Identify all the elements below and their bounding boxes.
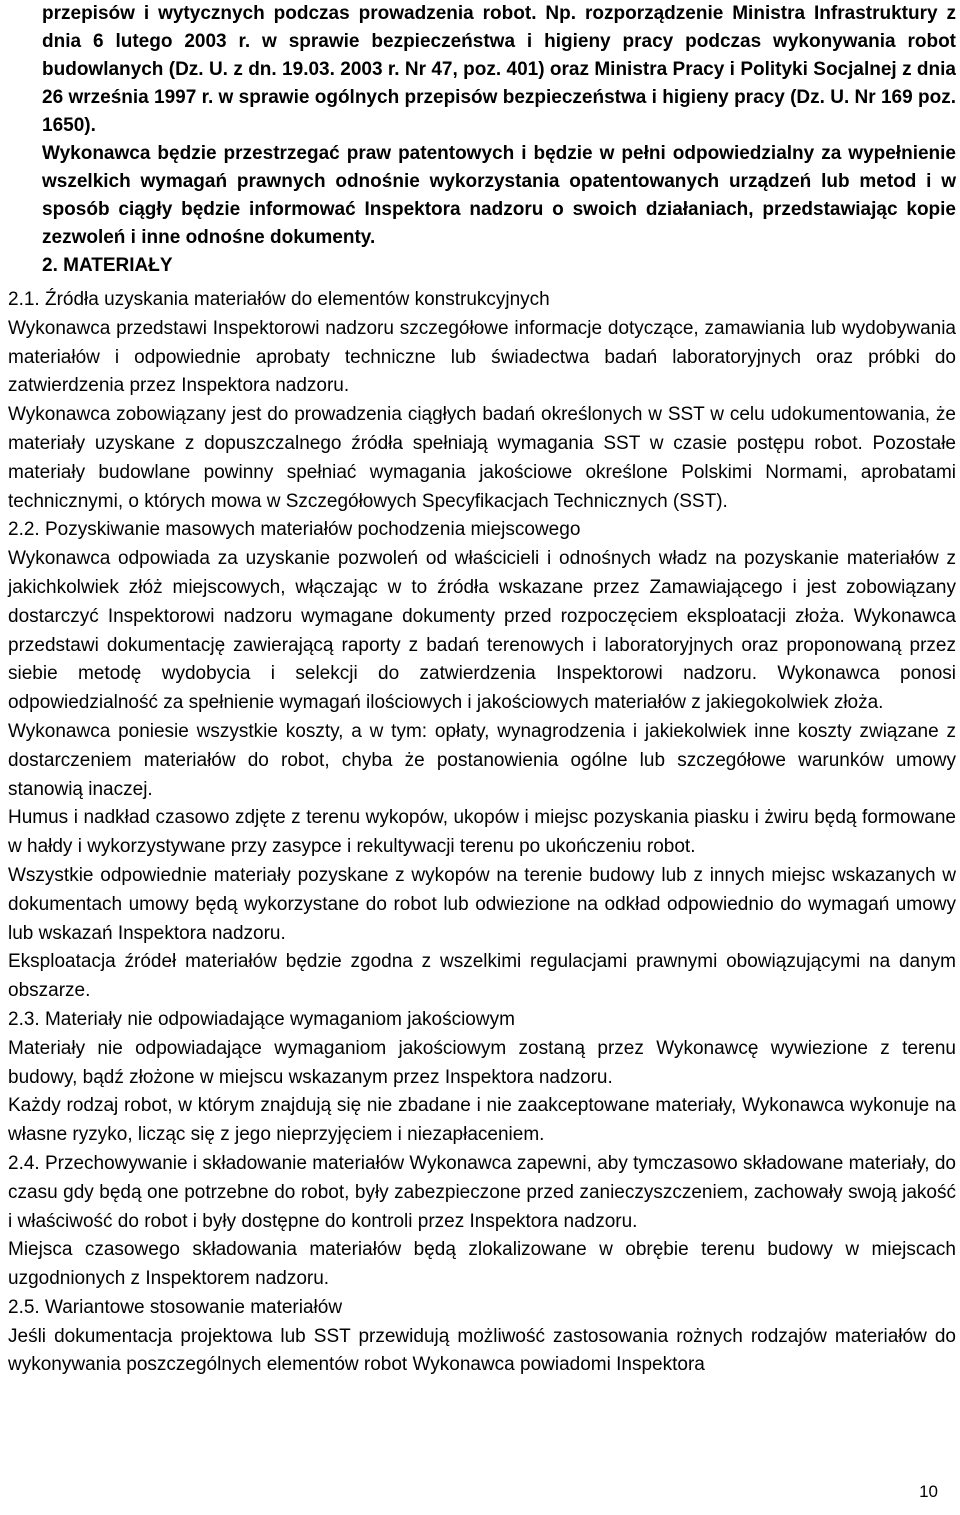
intro-paragraph-patents: Wykonawca będzie przestrzegać praw patentowych i będzie w pełni odpowiedzialny za wypełnienie wszelkich wymagań prawnych odnośnie wykorzystania opatentowanych urządzeń lub metod i w sposób ciągły będzie informować Inspektora nadzoru o swoich działaniach, przedstawiając kopie zezwoleń i inne odnośne dokumenty. xyxy=(42,143,956,248)
paragraph: Wykonawca przedstawi Inspektorowi nadzoru szczegółowe informacje dotyczące, zamawiania lub wydobywania materiałów i odpowiednie aprobaty techniczne lub świadectwa badań laboratoryjnych oraz próbki do zatwierdzenia przez Inspektora nadzoru. xyxy=(8,317,956,397)
paragraph: Eksploatacja źródeł materiałów będzie zgodna z wszelkimi regulacjami prawnymi obowiązującymi na danym obszarze. xyxy=(8,951,956,1002)
paragraph: Wykonawca odpowiada za uzyskanie pozwoleń od właścicieli i odnośnych władz na pozyskanie materiałów z jakichkolwiek złóż miejscowych, włączając w to źródła wskazane przez Zamawiającego i jest zobowiązany dostarczyć Inspektorowi nadzoru wymagane dokumenty przed rozpoczęciem eksploatacji złoża. Wykonawca przedstawi dokumentację zawierającą raporty z badań terenowych i laboratoryjnych oraz proponowaną przez siebie metodę wydobycia i selekcji do zatwierdzenia Inspektorowi nadzoru. Wykonawca ponosi odpowiedzialność za spełnienie wymagań ilościowych i jakościowych materiałów z jakiegokolwiek złoża. xyxy=(8,548,956,714)
subsection-2-4-paragraph: 2.4. Przechowywanie i składowanie materiałów Wykonawca zapewni, aby tymczasowo składowane materiały, do czasu gdy będą one potrzebne do robot, były zabezpieczone przed zanieczyszczeniem, zachowały swoją jakość i właściwość do robot i były dostępne do kontroli przez Inspektora nadzoru. xyxy=(8,1152,956,1232)
paragraph: Humus i nadkład czasowo zdjęte z terenu wykopów, ukopów i miejsc pozyskania piasku i żwiru będą formowane w hałdy i wykorzystywane przy zasypce i rekultywacji terenu po ukończeniu robot. xyxy=(8,807,956,858)
paragraph: Jeśli dokumentacja projektowa lub SST przewidują możliwość zastosowania rożnych rodzajów materiałów do wykonywania poszczególnych elementów robot Wykonawca powiadomi Inspektora xyxy=(8,1325,956,1376)
subsection-2-1-heading: 2.1. Źródła uzyskania materiałów do elementów konstrukcyjnych xyxy=(8,289,550,310)
section-body xyxy=(8,286,956,1380)
paragraph: Materiały nie odpowiadające wymaganiom jakościowym zostaną przez Wykonawcę wywiezione z terenu budowy, bądź złożone w miejscu wskazanym przez Inspektora nadzoru. xyxy=(8,1037,956,1088)
paragraph: Każdy rodzaj robot, w którym znajdują się nie zbadane i nie zaakceptowane materiały, Wykonawca wykonuje na własne ryzyko, licząc się z jego nieprzyjęciem i niezapłaceniem. xyxy=(8,1095,956,1146)
section-heading-materials: 2. MATERIAŁY xyxy=(42,255,173,276)
paragraph: Wykonawca poniesie wszystkie koszty, a w tym: opłaty, wynagrodzenia i jakiekolwiek inne koszty związane z dostarczeniem materiałów do robot, chyba że postanowienia ogólne lub szczegółowe warunków umowy stanowią inaczej. xyxy=(8,720,956,800)
subsection-2-5-heading: 2.5. Wariantowe stosowanie materiałów xyxy=(8,1296,343,1318)
subsection-2-2-heading: 2.2. Pozyskiwanie masowych materiałów pochodzenia miejscowego xyxy=(8,519,581,541)
page-number: 10 xyxy=(919,1482,938,1501)
paragraph: Wykonawca zobowiązany jest do prowadzenia ciągłych badań określonych w SST w celu udokumentowania, że materiały uzyskane z dopuszczalnego źródła spełniają wymagania SST w czasie postępu robot. Pozostałe materiały budowlane powinny spełniać wymagania jakościowe określone Polskimi Normami, aprobatami technicznymi, o których mowa w Szczegółowych Specyfikacjach Technicznych (SST). xyxy=(8,404,956,512)
paragraph: Wszystkie odpowiednie materiały pozyskane z wykopów na terenie budowy lub z innych miejsc wskazanych w dokumentach umowy będą wykorzystane do robot lub odwiezione na odkład odpowiednio do wymagań umowy lub wskazań Inspektora nadzoru. xyxy=(8,864,956,944)
intro-block xyxy=(42,0,956,280)
subsection-2-3-heading: 2.3. Materiały nie odpowiadające wymaganiom jakościowym xyxy=(8,1008,515,1030)
paragraph: Miejsca czasowego składowania materiałów będą zlokalizowane w obrębie terenu budowy w miejscach uzgodnionych z Inspektorem nadzoru. xyxy=(8,1239,956,1290)
intro-paragraph-regulations: przepisów i wytycznych podczas prowadzenia robot. Np. rozporządzenie Ministra Infrastruktury z dnia 6 lutego 2003 r. w sprawie bezpieczeństwa i higieny pracy podczas wykonywania robot budowlanych (Dz. U. z dn. 19.03. 2003 r. Nr 47, poz. 401) oraz Ministra Pracy i Polityki Socjalnej z dnia 26 września 1997 r. w sprawie ogólnych przepisów bezpieczeństwa i higieny pracy (Dz. U. Nr 169 poz. 1650). xyxy=(42,3,956,136)
